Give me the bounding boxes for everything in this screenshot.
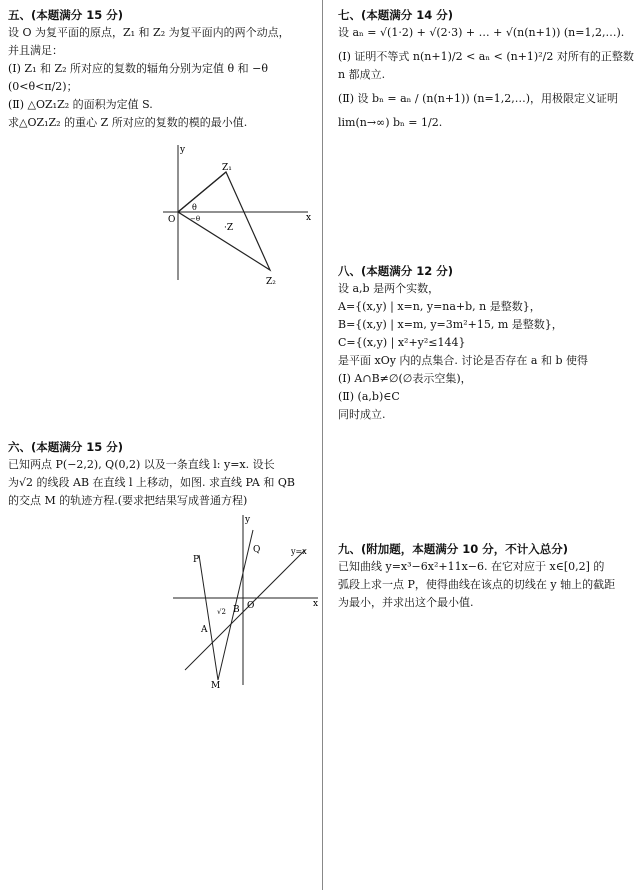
problem-8 xyxy=(338,262,634,424)
problem-9-line-2: 弧段上求一点 P，使得曲线在该点的切线在 y 轴上的截距 xyxy=(338,578,616,591)
column-divider xyxy=(322,0,323,890)
line-y-eq-x xyxy=(185,550,305,670)
problem-6-line-2: 为√2 的线段 AB 在直线 l 上移动，如图. 求直线 PA 和 QB xyxy=(8,476,295,489)
fig6-origin-label: O xyxy=(247,601,255,611)
problem-8-heading: 八、(本题满分 12 分) xyxy=(338,264,454,278)
problem-5-heading: 五、(本题满分 15 分) xyxy=(8,8,124,22)
problem-5 xyxy=(8,6,313,132)
problem-8-line-8: 同时成立. xyxy=(338,408,386,421)
problem-7-line-5: lim(n→∞) bₙ = 1/2. xyxy=(338,116,443,129)
problem-9-line-1: 已知曲线 y=x³−6x²+11x−6. 在它对应于 x∈[0,2] 的 xyxy=(338,560,605,573)
fig6-p-label: P xyxy=(193,555,200,565)
problem-6-line-3: 的交点 M 的轨迹方程.(要求把结果写成普通方程) xyxy=(8,494,248,507)
problem-9-line-3: 为最小，并求出这个最小值. xyxy=(338,596,474,609)
fig5-x-label: x xyxy=(306,213,312,223)
problem-7 xyxy=(338,6,634,132)
problem-5-figure xyxy=(158,140,318,290)
problem-5-line-6: 求△OZ₁Z₂ 的重心 Z 所对应的复数的模的最小值. xyxy=(8,116,248,129)
problem-7-line-4: (Ⅱ) 设 bₙ = aₙ / (n(n+1)) (n=1,2,…)，用极限定义证明 xyxy=(338,92,618,105)
fig6-b-label: B xyxy=(233,605,240,615)
fig6-m-label: M xyxy=(211,681,221,690)
fig5-z1-label: Z₁ xyxy=(222,163,232,173)
problem-8-line-6: (Ⅰ) A∩B≠∅(∅表示空集)， xyxy=(338,372,472,385)
problem-8-line-3: B={(x,y) | x=m, y=3m²+15, m 是整数}， xyxy=(338,318,563,331)
fig5-origin-label: O xyxy=(168,215,176,225)
problem-7-heading: 七、(本题满分 14 分) xyxy=(338,8,454,22)
fig6-y-label: y xyxy=(245,515,251,525)
problem-5-line-5: (Ⅱ) △OZ₁Z₂ 的面积为定值 S. xyxy=(8,98,153,111)
problem-9-heading: 九、(附加题，本题满分 10 分，不计入总分) xyxy=(338,542,569,556)
problem-6 xyxy=(8,438,313,510)
fig6-segment-label: √2 xyxy=(217,608,226,616)
fig5-theta-label: θ xyxy=(192,203,197,212)
fig6-q-label: Q xyxy=(253,545,261,555)
fig5-y-label: y xyxy=(180,145,186,155)
problem-7-line-1: 设 aₙ = √(1·2) + √(2·3) + … + √(n(n+1)) (n=1,2,…). xyxy=(338,26,625,39)
problem-5-line-4: (0<θ<π/2)； xyxy=(8,80,78,93)
problem-7-line-3: n 都成立. xyxy=(338,68,386,81)
problem-6-heading: 六、(本题满分 15 分) xyxy=(8,440,124,454)
problem-9 xyxy=(338,540,634,612)
fig5-z-label: ·Z xyxy=(224,223,234,233)
problem-5-line-2: 并且满足： xyxy=(8,44,63,57)
problem-6-figure xyxy=(173,510,323,690)
problem-8-line-7: (Ⅱ) (a,b)∈C xyxy=(338,390,400,403)
problem-8-line-1: 设 a,b 是两个实数， xyxy=(338,282,440,295)
line-pa xyxy=(199,555,218,680)
problem-7-line-2: (Ⅰ) 证明不等式 n(n+1)/2 < aₙ < (n+1)²/2 对所有的正整数 xyxy=(338,50,634,63)
problem-8-line-4: C={(x,y) | x²+y²≤144} xyxy=(338,336,466,349)
fig6-a-label: A xyxy=(201,625,208,635)
problem-8-line-2: A={(x,y) | x=n, y=na+b, n 是整数}， xyxy=(338,300,541,313)
problem-6-line-1: 已知两点 P(−2,2), Q(0,2) 以及一条直线 l: y=x. 设长 xyxy=(8,458,275,471)
problem-8-line-5: 是平面 xOy 内的点集合. 讨论是否存在 a 和 b 使得 xyxy=(338,354,589,367)
problem-5-line-1: 设 O 为复平面的原点，Z₁ 和 Z₂ 为复平面内的两个动点， xyxy=(8,26,290,39)
fig5-z2-label: Z₂ xyxy=(266,277,276,287)
fig5-neg-theta-label: −θ xyxy=(190,215,201,223)
fig6-x-label: x xyxy=(313,599,319,609)
problem-5-line-3: (Ⅰ) Z₁ 和 Z₂ 所对应的复数的辐角分别为定值 θ 和 −θ xyxy=(8,62,268,75)
fig6-line-label: y=x xyxy=(291,547,307,556)
